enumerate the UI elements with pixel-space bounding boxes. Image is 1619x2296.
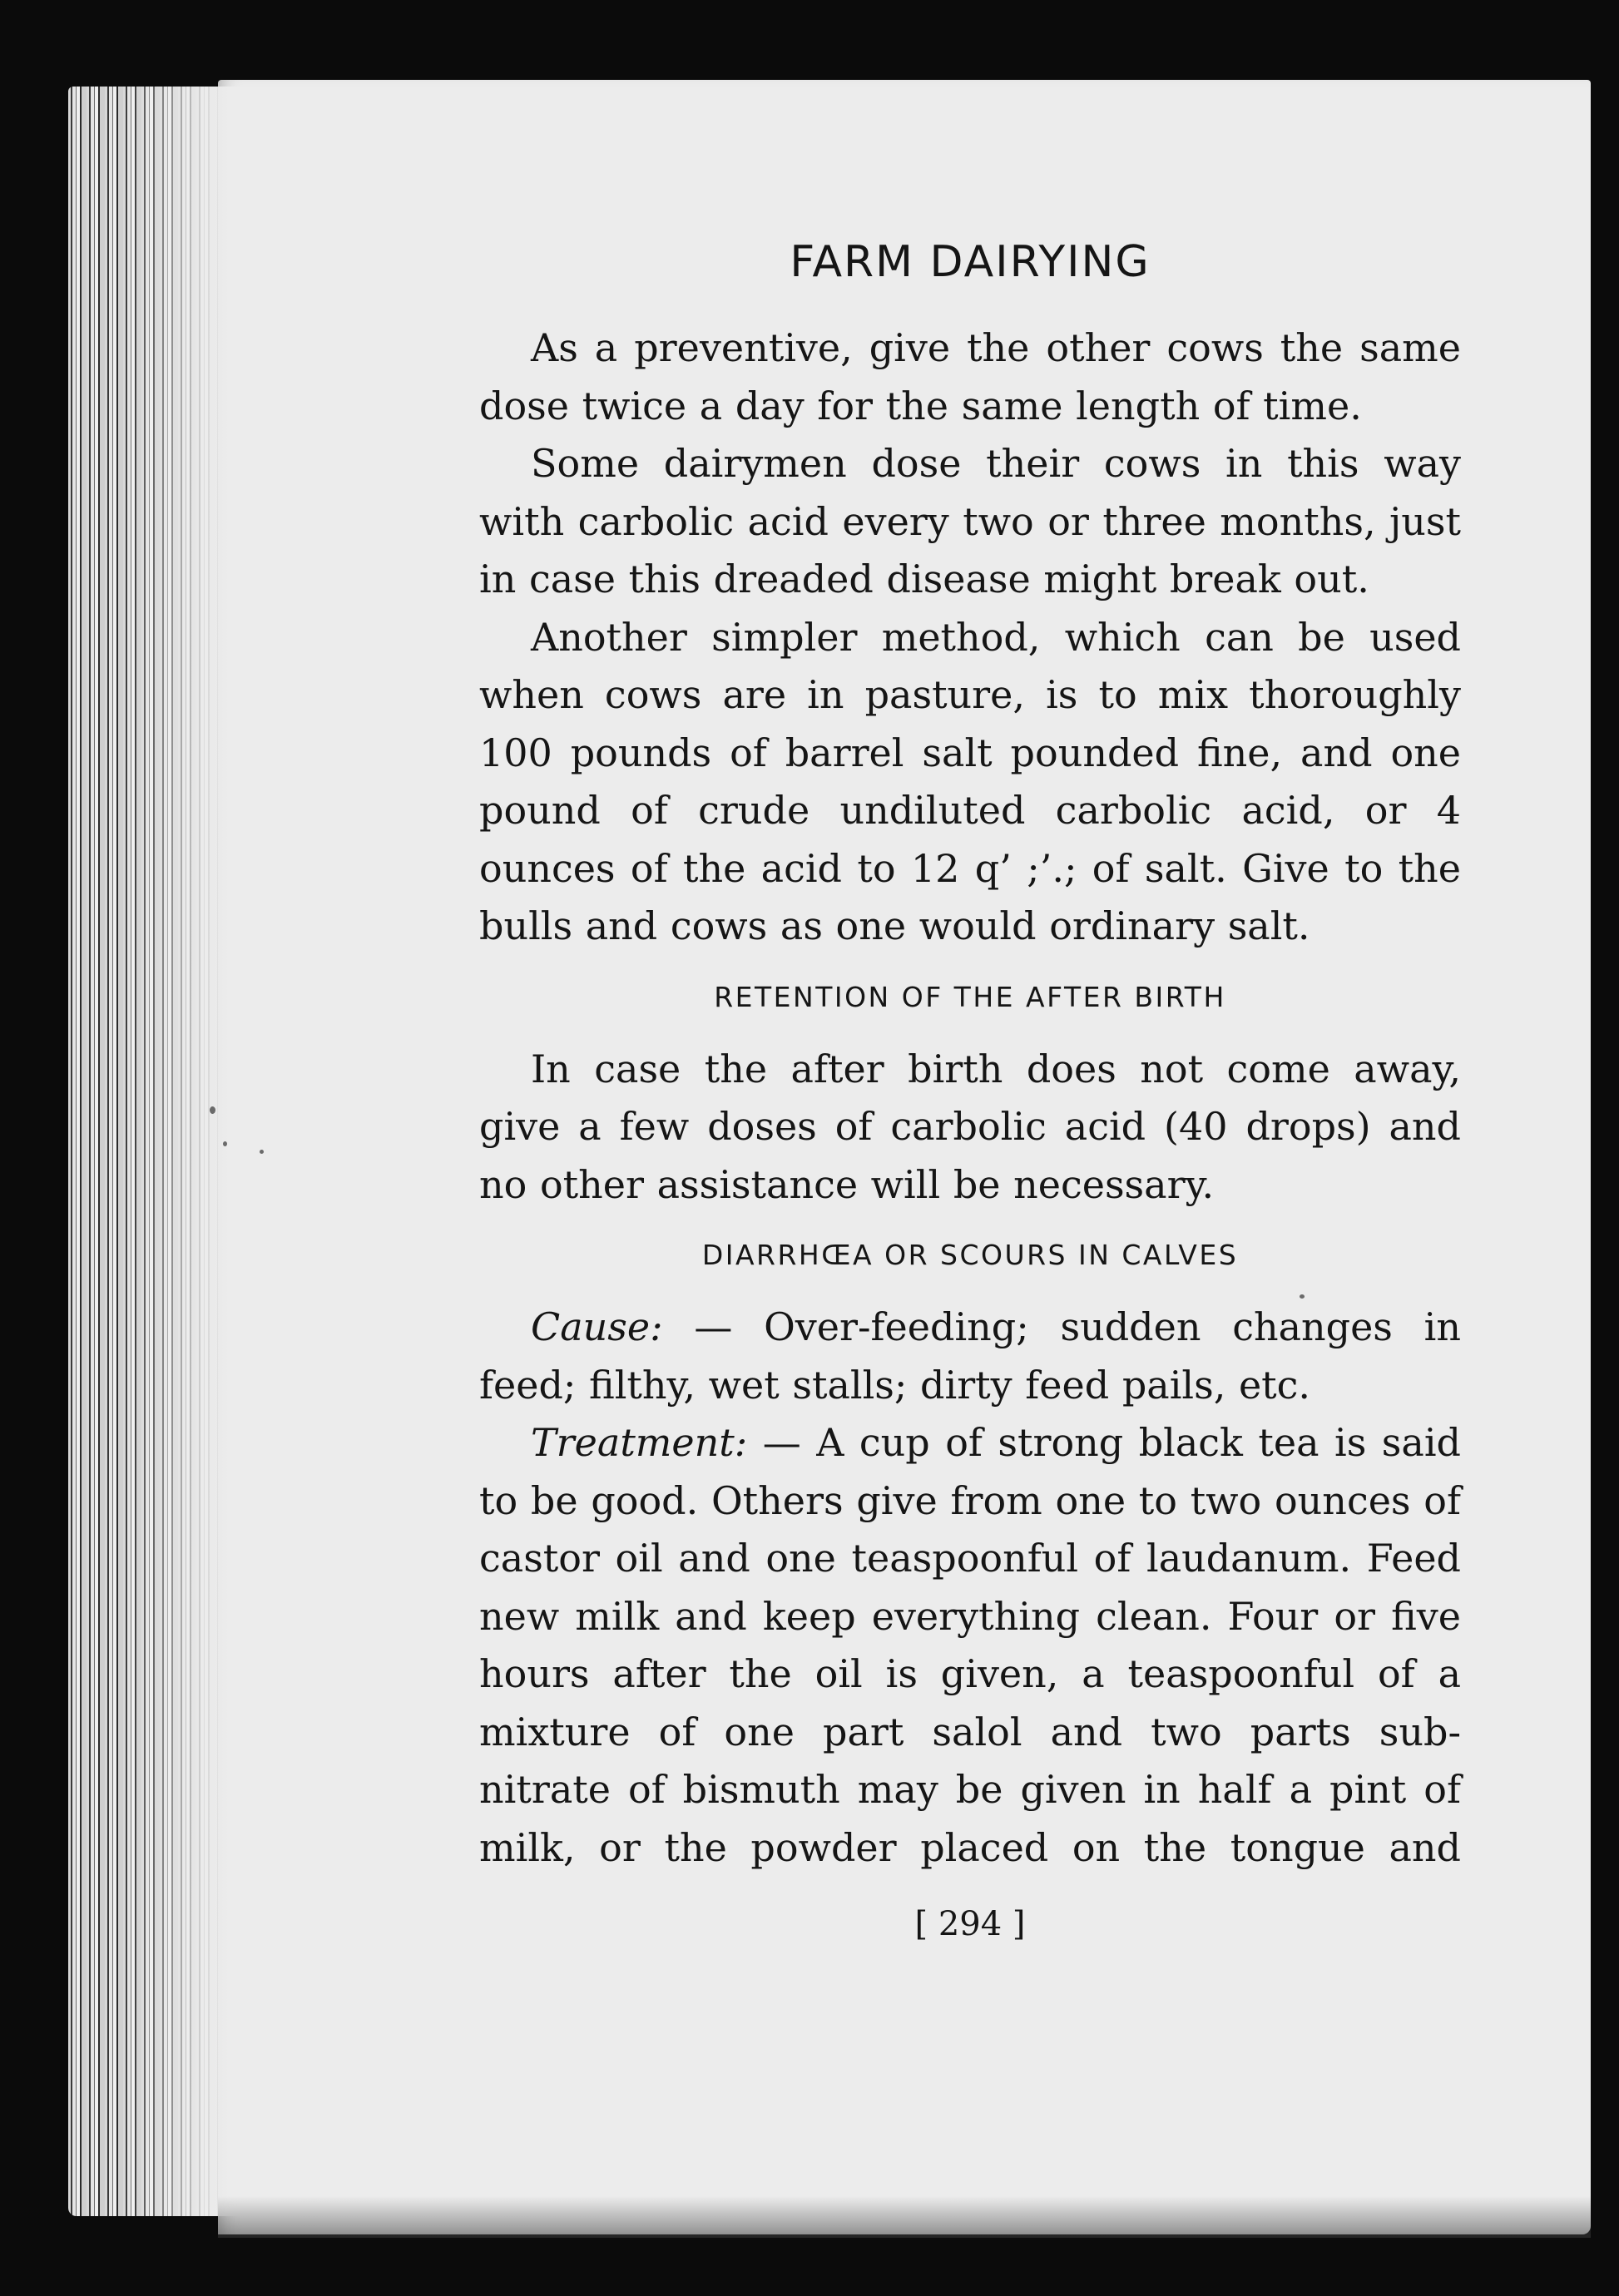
treatment-label: Treatment:: [531, 1420, 748, 1465]
dust-speck: [223, 1141, 227, 1146]
page-text-block: [479, 226, 1461, 1877]
section-heading-retention: RETENTION OF THE AFTER BIRTH: [714, 980, 1226, 1013]
paragraph-retention: In case the after birth does not come away, give a few doses of carbolic acid (40 drops) and no other assistance will be necessary.: [479, 1046, 1461, 1207]
paragraph-preventive: As a preventive, give the other cows the same dose twice a day for the same length of time.: [479, 325, 1461, 428]
running-head: FARM DAIRYING: [790, 237, 1151, 287]
cause-text: — Over-feeding; sudden changes in feed; filthy, wet stalls; dirty feed pails, etc.: [479, 1304, 1461, 1408]
dust-speck: [260, 1150, 264, 1154]
page-gutter-shading: [125, 87, 241, 2216]
treatment-text: — A cup of strong black tea is said to be good. Others give from one to two ounces of castor oil and one teaspoonful of laudanum. Feed new milk and keep everything clean. Four or five hours after the oil is given, a teaspoonful of a mixture of one part salol and two parts sub-nitrate of bismuth may be given in half a pint of milk, or the powder placed on the tongue and: [479, 1420, 1461, 1870]
dust-speck: [210, 1106, 215, 1114]
paragraph-treatment: [479, 1414, 1461, 1877]
paragraph-cause: [479, 1299, 1461, 1414]
page-number: [ 294 ]: [914, 1905, 1026, 1943]
paragraph-dairymen: Some dairymen dose their cows in this way with carbolic acid every two or three months, just in case this dreaded disease might break out.: [479, 441, 1461, 601]
cause-label: Cause:: [531, 1304, 663, 1349]
section-heading-diarrhoea: DIARRHŒA OR SCOURS IN CALVES: [701, 1239, 1239, 1271]
page-bottom-shadow: [218, 2196, 1591, 2238]
paragraph-salt-method: Another simpler method, which can be used when cows are in pasture, is to mix thoroughly 100 pounds of barrel salt pounded fine, and one pound of crude undiluted carbolic acid, or 4 ounces of the acid to 12 q’ ;’.; of salt. Give to the bulls and cows as one would ordinary salt.: [479, 614, 1461, 948]
